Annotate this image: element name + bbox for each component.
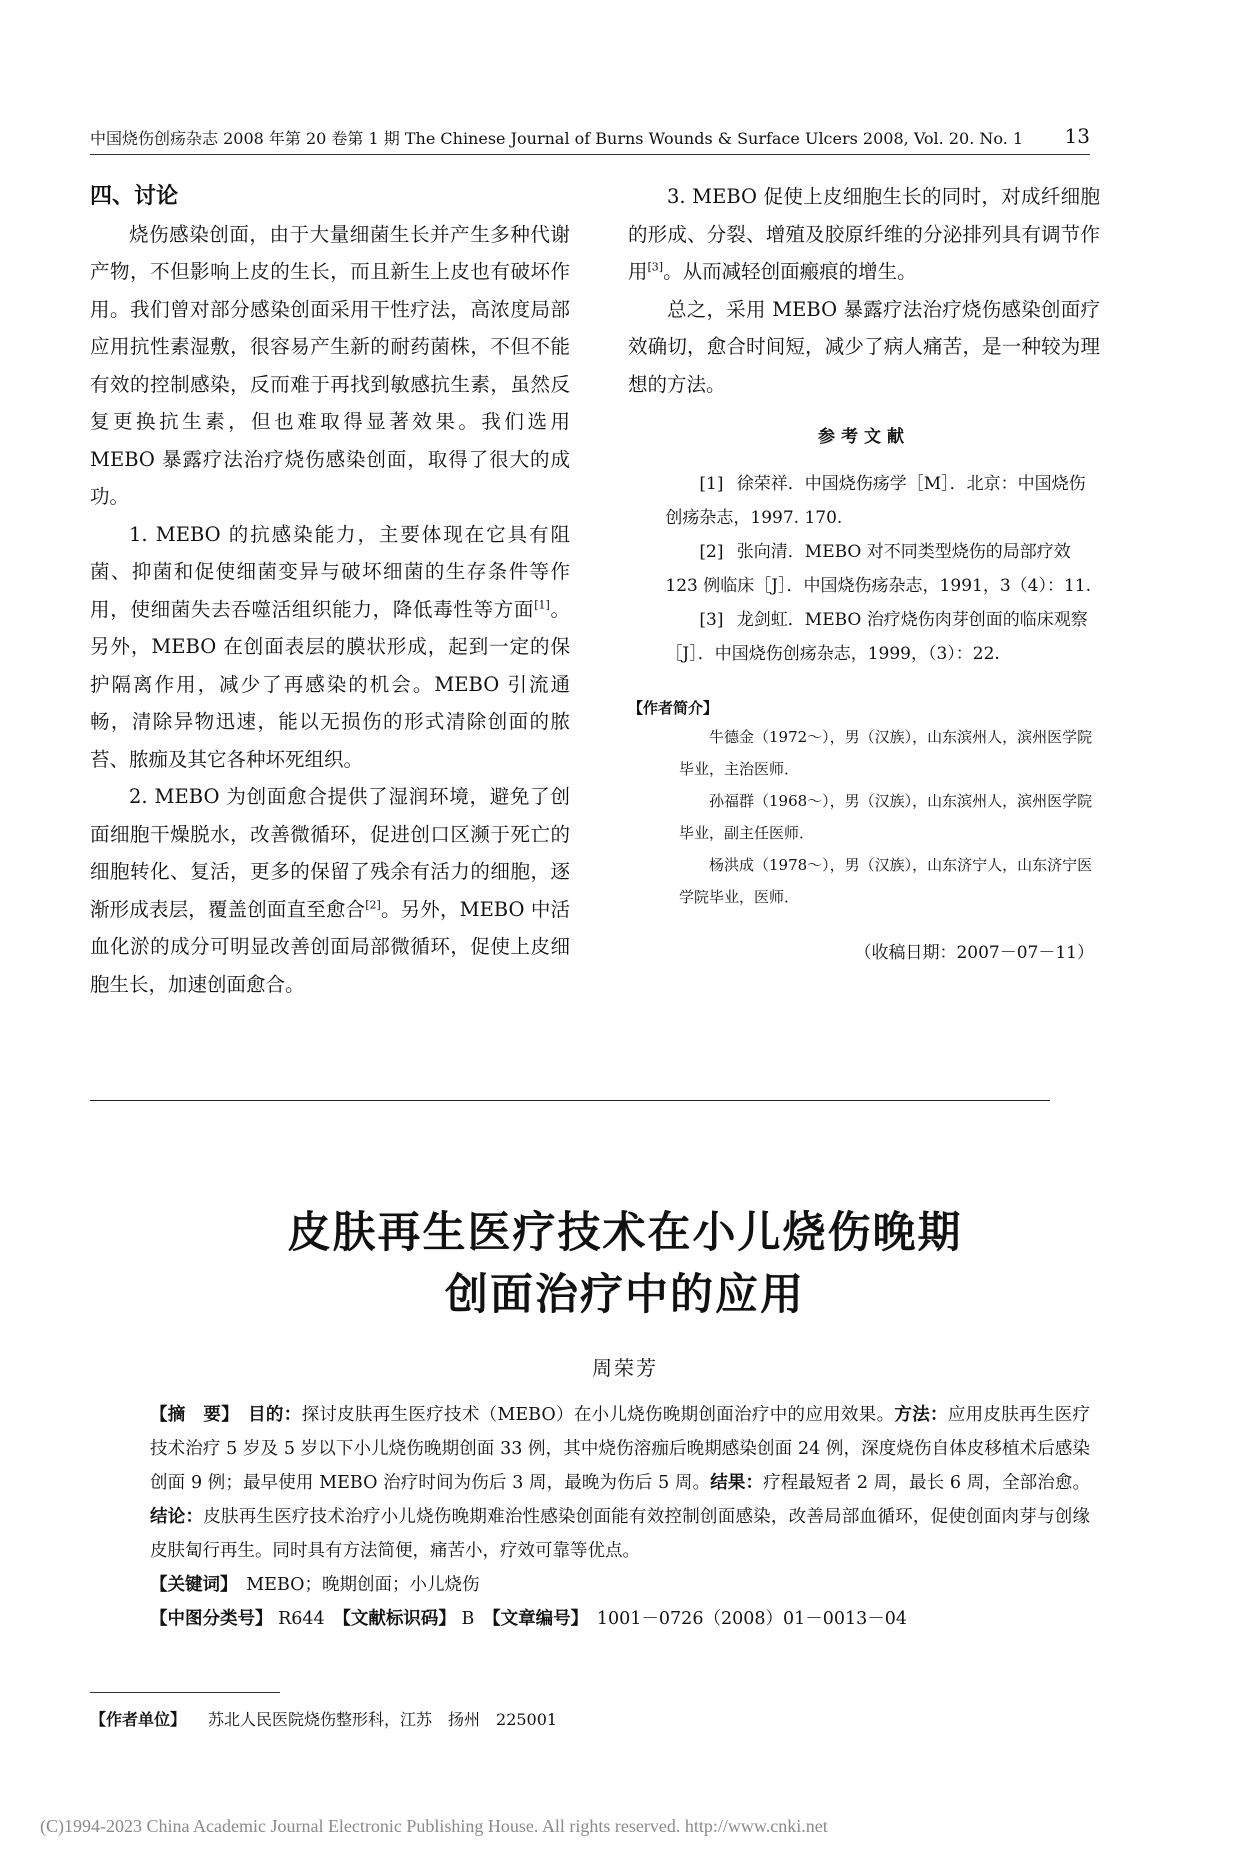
abstract-block <box>150 1398 1090 1636</box>
affiliation-text: 苏北人民医院烧伤整形科，江苏 扬州 225001 <box>208 1710 558 1729</box>
author-bio: 孙福群（1968～），男（汉族），山东滨州人，滨州医学院毕业，副主任医师． <box>679 791 1093 842</box>
clc-number: R644 <box>278 1609 325 1629</box>
article-divider <box>90 1100 1050 1101</box>
running-header <box>90 128 1090 155</box>
affiliation <box>90 1708 557 1732</box>
footnote-rule <box>90 1692 280 1693</box>
article-title-line-1: 皮肤再生医疗技术在小儿烧伤晚期 <box>287 1208 963 1258</box>
left-column <box>90 178 570 1003</box>
section-heading: 四、讨论 <box>90 183 179 209</box>
author-bio: 杨洪成（1978～），男（汉族），山东济宁人，山东济宁医学院毕业，医师． <box>679 855 1093 906</box>
right-column <box>628 178 1100 972</box>
discussion-paragraph-4: 3. MEBO 促使上皮细胞生长的同时，对成纤细胞的形成、分裂、增殖及胶原纤维的分泌排列具有调节作用[3]。从而减轻创面瘢痕的增生。 <box>628 185 1100 283</box>
page-number: 13 <box>1064 124 1090 148</box>
running-title: 中国烧伤创疡杂志 2008 年第 20 卷第 1 期 The Chinese Journal of Burns Wounds & Surface Ulcers 2008, Vol. 20. No. 1 <box>90 129 1024 148</box>
abstract-label: 【摘 要】 <box>150 1405 231 1425</box>
classification-line: 【中图分类号】 R644 【文献标识码】 B 【文章编号】 1001－0726（2008）01－0013－04 <box>150 1609 908 1629</box>
references-title: 参考文献 <box>818 427 910 447</box>
reference-list <box>628 467 1100 671</box>
article-author: 周荣芳 <box>592 1356 658 1380</box>
affiliation-label: 【作者单位】 <box>90 1710 187 1729</box>
citation-2[interactable]: [2] <box>365 898 381 911</box>
citation-3[interactable]: [3] <box>647 260 664 274</box>
article-title-line-2: 创面治疗中的应用 <box>445 1270 805 1320</box>
abstract-text: 【摘 要】 目的：探讨皮肤再生医疗技术（MEBO）在小儿烧伤晚期创面治疗中的应用效果。方法：应用皮肤再生医疗技术治疗 5 岁及 5 岁以下小儿烧伤晚期创面 33 例，其中烧伤溶痂后晚期感染创面 24 例，深度烧伤自体皮移植术后感染创面 9 例；最早使用 MEBO 治疗时间为伤后 3 周，最晚为伤后 5 周。结果：疗程最短者 2 周，最长 6 周，全部治愈。结论：皮肤再生医疗技术治疗小儿烧伤晚期难治性感染创面能有效控制创面感染，改善局部血循环，促使创面肉芽与创缘皮肤匐行再生。同时具有方法简便，痛苦小，疗效可靠等优点。 <box>150 1405 1091 1561</box>
discussion-paragraph-3: 2. MEBO 为创面愈合提供了湿润环境，避免了创面细胞干燥脱水，改善微循环，促进创口区濒于死亡的细胞转化、复活，更多的保留了残余有活力的细胞，逐渐形成表层，覆盖创面直至愈合[2]。另外，MEBO 中活血化淤的成分可明显改善创面局部微循环，促使上皮细胞生长，加速创面愈合。 <box>90 785 570 996</box>
discussion-paragraph-1: 烧伤感染创面，由于大量细菌生长并产生多种代谢产物，不但影响上皮的生长，而且新生上皮也有破坏作用。我们曾对部分感染创面采用干性疗法，高浓度局部应用抗性素湿敷，很容易产生新的耐药菌株，不但不能有效的控制感染，反而难于再找到敏感抗生素，虽然反复更换抗生素，但也难取得显著效果。我们选用 MEBO 暴露疗法治疗烧伤感染创面，取得了很大的成功。 <box>90 222 570 508</box>
author-bio: 牛德金（1972～），男（汉族），山东滨州人，滨州医学院毕业，主治医师． <box>679 727 1093 778</box>
citation-1[interactable]: [1] <box>534 598 550 611</box>
keywords-label: 【关键词】 <box>150 1575 229 1595</box>
doc-code: B <box>461 1609 475 1629</box>
discussion-conclusion: 总之，采用 MEBO 暴露疗法治疗烧伤感染创面疗效确切，愈合时间短，减少了病人痛苦，是一种较为理想的方法。 <box>628 297 1100 396</box>
keywords: MEBO；晚期创面；小儿烧伤 <box>246 1575 480 1595</box>
copyright-footer: (C)1994-2023 China Academic Journal Electronic Publishing House. All rights reserved. http://www.cnki.net <box>40 1816 828 1836</box>
reference-item: [1] 徐荣祥．中国烧伤疡学［M］．北京：中国烧伤创疡杂志，1997. 170. <box>665 473 1086 528</box>
author-info-title: 【作者简介】 <box>628 698 719 717</box>
discussion-paragraph-2: 1. MEBO 的抗感染能力，主要体现在它具有阻菌、抑菌和促使细菌变异与破坏细菌的生存条件等作用，使细菌失去吞噬活组织能力，降低毒性等方面[1]。另外，MEBO 在创面表层的膜状形成，起到一定的保护隔离作用，减少了再感染的机会。MEBO 引流通畅，清除异物迅速，能以无损伤的形式清除创面的脓苔、脓痂及其它各种坏死组织。 <box>90 522 570 771</box>
reference-item: [2] 张向清．MEBO 对不同类型烧伤的局部疗效 123 例临床［J］．中国烧伤疡杂志，1991，3（4）：11. <box>665 541 1091 596</box>
keywords-line <box>150 1568 1090 1602</box>
received-date: （收稿日期：2007－07－11） <box>854 942 1094 963</box>
reference-item: [3] 龙剑虹．MEBO 治疗烧伤肉芽创面的临床观察［J］．中国烧伤创疡杂志，1999，（3）：22. <box>665 609 1088 664</box>
article-number: 1001－0726（2008）01－0013－04 <box>596 1609 908 1629</box>
